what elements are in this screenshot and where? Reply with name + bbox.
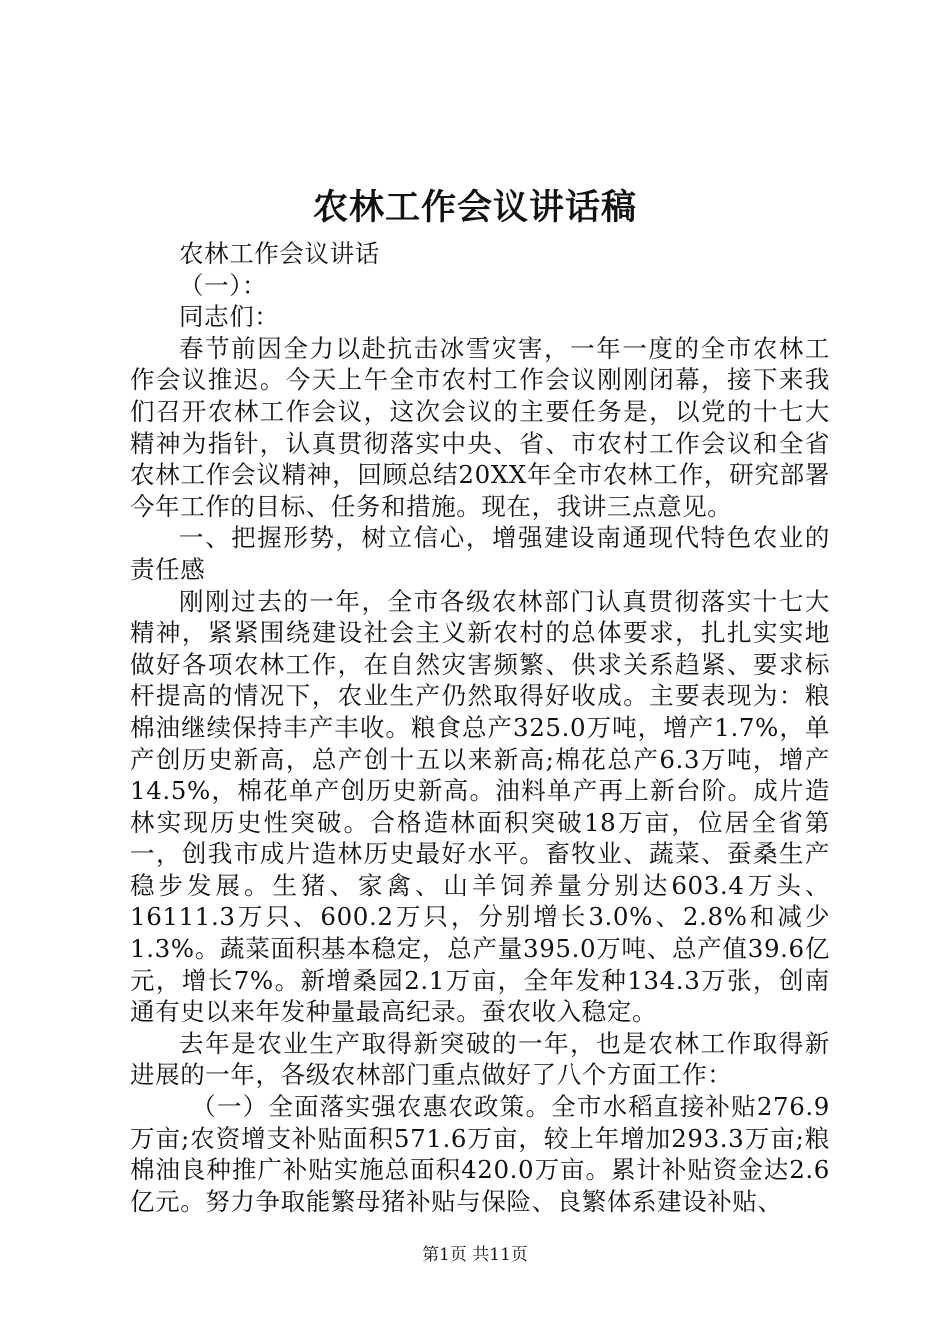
document-title: 农林工作会议讲话稿 xyxy=(312,187,637,228)
heading-one: 一、把握形势，树立信心，增强建设南通现代特色农业的责任感 xyxy=(130,523,830,584)
page-footer: 第1页 共11页 xyxy=(422,1245,528,1265)
policy-paragraph: （一）全面落实强农惠农政策。全市水稻直接补贴276.9万亩;农资增支补贴面积571.6万亩，较上年增加293.3万亩;粮棉油良种推广补贴实施总面积420.0万亩。累计补贴资金达2.6亿元。努力争取能繁母猪补贴与保险、良繁体系建设补贴、 xyxy=(130,1092,830,1216)
section-marker: （一）： xyxy=(179,270,268,300)
progress-paragraph: 去年是农业生产取得新突破的一年，也是农林工作取得新进展的一年，各级农林部门重点做好了八个方面工作： xyxy=(130,1028,830,1090)
salutation: 同志们： xyxy=(179,302,280,332)
speech-subtitle: 农林工作会议讲话 xyxy=(179,239,380,268)
achievements-paragraph: 刚刚过去的一年，全市各级农林部门认真贯彻落实十七大精神，紧紧围绕建设社会主义新农村的总体要求，扎扎实实地做好各项农林工作，在自然灾害频繁、供求关系趋紧、要求标杆提高的情况下，农业生产仍然取得好收成。主要表现为：粮棉油继续保持丰产丰收。粮食总产325.0万吨，增产1.7%，单产创历史新高，总产创十五以来新高;棉花总产6.3万吨，增产14.5%，棉花单产创历史新高。油料单产再上新台阶。成片造林实现历史性突破。合格造林面积突破18万亩，位居全省第一，创我市成片造林历史最好水平。畜牧业、蔬菜、蚕桑生产稳步发展。生猪、家禽、山羊饲养量分别达603.4万头、16111.3万只、600.2万只，分别增长3.0%、2.8%和减少1.3%。蔬菜面积基本稳定，总产量395.0万吨、总产值39.6亿元，增长7%。新增桑园2.1万亩，全年发种134.3万张，创南通有史以来年发种量最高纪录。蚕农收入稳定。 xyxy=(130,586,830,1027)
intro-paragraph: 春节前因全力以赴抗击冰雪灾害，一年一度的全市农林工作会议推迟。今天上午全市农村工作会议刚刚闭幕，接下来我们召开农林工作会议，这次会议的主要任务是，以党的十七大精神为指针，认真贯彻落实中央、省、市农村工作会议和全省农林工作会议精神，回顾总结20XX年全市农林工作，研究部署今年工作的目标、任务和措施。现在，我讲三点意见。 xyxy=(130,333,830,521)
document-body xyxy=(130,238,830,1217)
